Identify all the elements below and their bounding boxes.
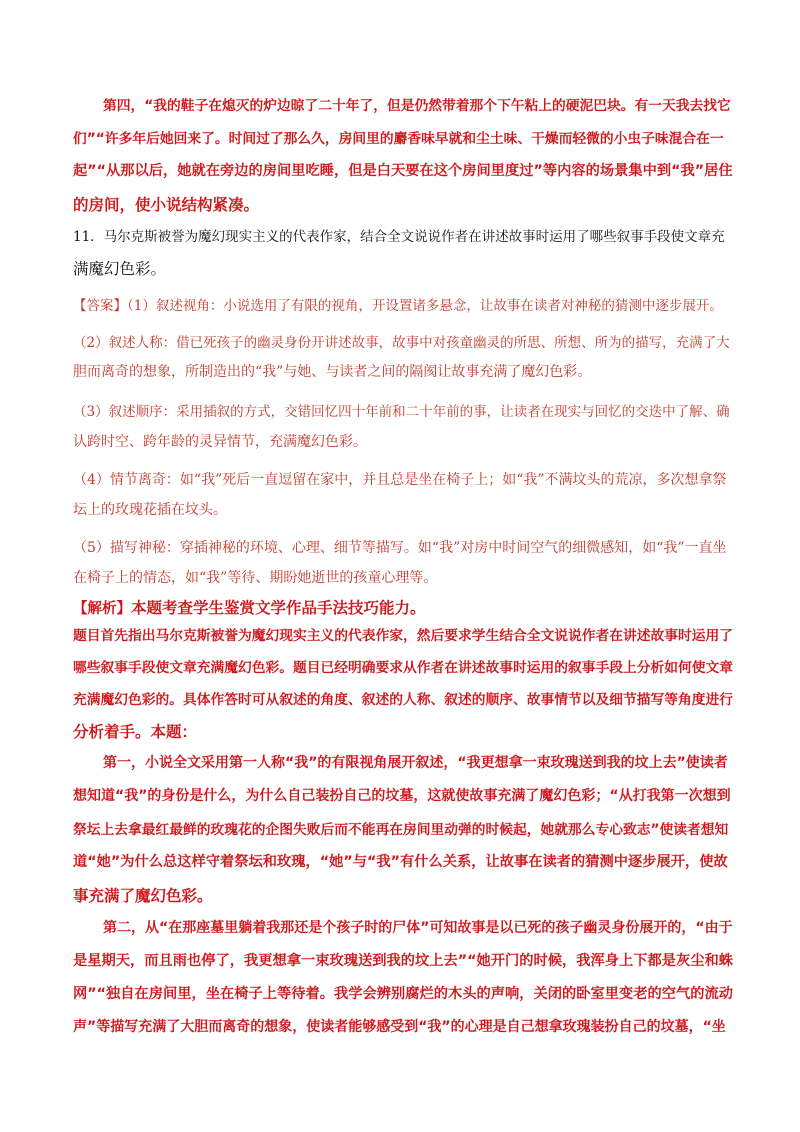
answer-item-2-line-1: （2）叙述人称：借已死孩子的幽灵身份开讲述故事，故事中对孩童幽灵的所思、所想、所为的描写，充满了大	[73, 335, 730, 351]
question-11-line-1: 11．马尔克斯被誉为魔幻现实主义的代表作家，结合全文说说作者在讲述故事时运用了哪些叙事手段使文章充	[73, 229, 725, 245]
answer-item-5-line-1: （5）描写神秘：穿插神秘的环境、心理、细节等描写。如“我”对房中时间空气的细微感知，如“我”一直坐	[73, 540, 727, 556]
analysis-heading	[73, 596, 426, 618]
answer-1-text: （1）叙述视角：小说选用了有限的视角，开设置诸多悬念，让故事在读者对神秘的猜测中逐步展开。	[127, 298, 723, 314]
analysis-p3-line-3: 网”“独自在房间里，坐在椅子上等待着。我学会辨别腐烂的木头的声响，关闭的卧室里变老的空气的流动	[73, 986, 733, 1002]
analysis-label: 【解析】	[73, 601, 131, 617]
answer-item-5-line-2: 在椅子上的情态，如“我”等待、期盼她逝世的孩童心理等。	[73, 570, 438, 586]
analysis-p1-line-2: 哪些叙事手段使文章充满魔幻色彩。题目已经明确要求从作者在讲述故事时运用的叙事手段上分析如何使文章	[73, 660, 734, 676]
answer-item-3-line-2: 认跨时空、跨年龄的灵异情节，充满魔幻色彩。	[73, 434, 367, 450]
analysis-p1-line-4: 分析着手。本题：	[73, 723, 198, 741]
analysis-p2-line-1: 第一，小说全文采用第一人称“我”的有限视角展开叙述，“我更想拿一束玫瑰送到我的坟上去”使读者	[103, 755, 728, 771]
analysis-p1-line-3: 充满魔幻色彩的。具体作答时可从叙述的角度、叙述的人称、叙述的顺序、故事情节以及细节描写等角度进行	[73, 692, 734, 708]
answer-item-4-line-2: 坛上的玫瑰花插在坟头。	[73, 502, 227, 518]
analysis-p2-line-4: 道“她”为什么总这样守着祭坛和玫瑰，“她”与“我”有什么关系，让故事在读者的猜测中逐步展开，使故	[73, 854, 728, 870]
question-11-line-2: 满魔幻色彩。	[73, 260, 167, 278]
analysis-p1-line-1: 题目首先指出马尔克斯被誉为魔幻现实主义的代表作家，然后要求学生结合全文说说作者在讲述故事时运用了	[73, 628, 734, 644]
para-four-line-2: 们”“许多年后她回来了。时间过了那么久，房间里的麝香味早就和尘土味、干燥而轻微的小虫子味混合在一	[73, 131, 724, 147]
analysis-p3-line-1: 第二，从“在那座墓里躺着我那还是个孩子时的尸体”可知故事是以已死的孩子幽灵身份展开的，“由于	[103, 920, 733, 936]
analysis-p2-line-5: 事充满了魔幻色彩。	[73, 887, 213, 905]
answer-label: 【答案】	[73, 298, 127, 314]
analysis-p3-line-4: 声”等描写充满了大胆而离奇的想象，使读者能够感受到“我”的心理是自己想拿玫瑰装扮自己的坟墓，“坐	[73, 1019, 726, 1035]
para-four-line-4: 的房间，使小说结构紧凑。	[73, 196, 260, 214]
analysis-p2-line-2: 想知道“我”的身份是什么，为什么自己装扮自己的坟墓，这就使故事充满了魔幻色彩；“从打我第一次想到	[73, 788, 731, 804]
answer-item-2-line-2: 胆而离奇的想象，所制造出的“我”与她、与读者之间的隔阂让故事充满了魔幻色彩。	[73, 364, 592, 380]
answer-item-4-line-1: （4）情节离奇：如“我”死后一直逗留在家中，并且总是坐在椅子上；如“我”不满坟头的荒凉，多次想拿祭	[73, 472, 727, 488]
analysis-p3-line-2: 是星期天，而且雨也停了，我更想拿一束玫瑰送到我的坟上去”“她开门的时候，我浑身上下都是灰尘和蛛	[73, 953, 733, 969]
para-four-line-3: 起”“从那以后，她就在旁边的房间里吃睡，但是白天要在这个房间里度过”等内容的场景集中到“我”居住	[73, 163, 733, 179]
analysis-p2-line-3: 祭坛上去拿最红最鲜的玫瑰花的企图失败后而不能再在房间里动弹的时候起，她就那么专心致志”使读者想知	[73, 822, 729, 838]
answer-item-1	[73, 294, 723, 314]
answer-item-3-line-1: （3）叙述顺序：采用插叙的方式，交错回忆四十年前和二十年前的事，让读者在现实与回忆的交迭中了解、确	[73, 404, 730, 420]
para-four-line-1: 第四，“我的鞋子在熄灭的炉边晾了二十年了，但是仍然带着那个下午粘上的硬泥巴块。有一天我去找它	[103, 98, 731, 114]
analysis-head-text: 本题考查学生鉴赏文学作品手法技巧能力。	[131, 599, 426, 617]
